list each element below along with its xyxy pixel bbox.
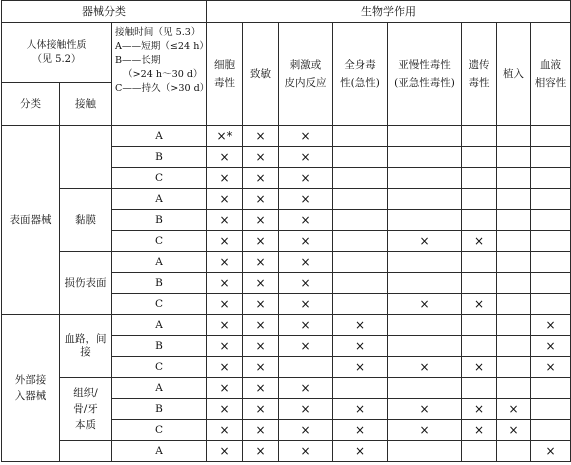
mark-cell-subchronic (388, 441, 462, 462)
effect-label: 相容性 (534, 77, 567, 89)
mark-cell-sensitization: × (243, 294, 279, 315)
mark-cell-implantation (497, 252, 531, 273)
mark-cell-sensitization: × (243, 210, 279, 231)
mark-cell-hemocompatibility (531, 273, 571, 294)
exposure-line: C——持久（>30 d） (115, 83, 210, 94)
mark-cell-irritation: × (279, 336, 333, 357)
mark-cell-acute-systemic (333, 147, 388, 168)
mark-cell-sensitization: × (243, 189, 279, 210)
mark-cell-cytotoxicity: × (207, 273, 243, 294)
exposure-duration-cell: B (112, 147, 207, 168)
effect-label: 毒性 (468, 77, 490, 89)
exposure-duration-cell: C (112, 357, 207, 378)
mark-cell-genotoxicity: × (462, 231, 497, 252)
mark-cell-implantation (497, 294, 531, 315)
nature-of-contact-label: 人体接触性质 (26, 39, 87, 51)
exposure-duration-cell: A (112, 126, 207, 147)
mark-cell-cytotoxicity: × (207, 168, 243, 189)
mark-cell-irritation: × (279, 168, 333, 189)
mark-cell-subchronic: × (388, 420, 462, 441)
mark-cell-genotoxicity: × (462, 420, 497, 441)
mark-cell-sensitization: × (243, 273, 279, 294)
mark-cell-cytotoxicity: × (207, 441, 243, 462)
exposure-duration-cell: A (112, 378, 207, 399)
mark-cell-acute-systemic: × (333, 315, 388, 336)
nature-of-contact-ref: （见 5.2） (31, 53, 82, 65)
mark-cell-irritation: × (279, 126, 333, 147)
mark-cell-subchronic (388, 126, 462, 147)
mark-cell-subchronic: × (388, 399, 462, 420)
mark-cell-genotoxicity (462, 315, 497, 336)
mark-cell-implantation (497, 378, 531, 399)
exposure-duration-cell: B (112, 336, 207, 357)
mark-cell-sensitization: × (243, 420, 279, 441)
mark-cell-sensitization: × (243, 357, 279, 378)
mark-cell-subchronic (388, 210, 462, 231)
mark-cell-subchronic (388, 315, 462, 336)
mark-cell-irritation: × (279, 210, 333, 231)
effect-header-acute-systemic (333, 23, 388, 126)
mark-cell-implantation (497, 168, 531, 189)
effect-label: 皮内反应 (284, 77, 327, 89)
table-row (2, 189, 571, 210)
mark-cell-subchronic (388, 168, 462, 189)
effect-label: 毒性 (214, 77, 235, 89)
mark-cell-hemocompatibility (531, 420, 571, 441)
table-row (2, 126, 571, 147)
biological-evaluation-table (1, 0, 571, 462)
mark-cell-subchronic (388, 273, 462, 294)
mark-cell-genotoxicity (462, 378, 497, 399)
mark-cell-sensitization: × (243, 252, 279, 273)
exposure-line: （>24 h～30 d） (123, 69, 203, 80)
exposure-line: 接触时间（见 5.3） (115, 27, 201, 38)
contact-type-cell: 组织/骨/牙本质 (60, 378, 112, 441)
mark-cell-subchronic (388, 252, 462, 273)
mark-cell-hemocompatibility (531, 252, 571, 273)
mark-cell-cytotoxicity: × (207, 231, 243, 252)
mark-cell-subchronic: × (388, 231, 462, 252)
exposure-duration-cell: A (112, 252, 207, 273)
mark-cell-cytotoxicity: × (207, 294, 243, 315)
exposure-duration-cell: A (112, 189, 207, 210)
mark-cell-cytotoxicity: × (207, 378, 243, 399)
exposure-duration-cell: C (112, 420, 207, 441)
mark-cell-genotoxicity (462, 189, 497, 210)
mark-cell-cytotoxicity: × (207, 357, 243, 378)
table-row (2, 252, 571, 273)
effect-label: 致敏 (250, 68, 271, 80)
exposure-duration-cell: C (112, 231, 207, 252)
mark-cell-cytotoxicity: ×* (207, 126, 243, 147)
effect-header-cytotoxicity (207, 23, 243, 126)
effect-label: 植入 (503, 68, 524, 80)
mark-cell-irritation: × (279, 294, 333, 315)
effect-header-genotoxicity (462, 23, 497, 126)
mark-cell-acute-systemic: × (333, 357, 388, 378)
exposure-duration-cell: B (112, 273, 207, 294)
mark-cell-implantation (497, 126, 531, 147)
nature-of-contact-header (2, 23, 112, 83)
mark-cell-genotoxicity: × (462, 399, 497, 420)
mark-cell-genotoxicity: × (462, 357, 497, 378)
mark-cell-sensitization: × (243, 168, 279, 189)
mark-cell-hemocompatibility: × (531, 315, 571, 336)
exposure-line: A——短期（≤24 h） (115, 41, 209, 52)
mark-cell-subchronic (388, 147, 462, 168)
mark-cell-subchronic (388, 378, 462, 399)
category-column-header: 分类 (2, 83, 60, 126)
table-row (2, 378, 571, 399)
mark-cell-hemocompatibility (531, 147, 571, 168)
mark-cell-hemocompatibility (531, 231, 571, 252)
mark-cell-sensitization: × (243, 147, 279, 168)
mark-cell-hemocompatibility (531, 378, 571, 399)
exposure-duration-cell: A (112, 441, 207, 462)
mark-cell-irritation: × (279, 273, 333, 294)
contact-type-cell (60, 441, 112, 462)
effect-header-sensitization (243, 23, 279, 126)
mark-cell-acute-systemic (333, 294, 388, 315)
exposure-duration-cell: B (112, 210, 207, 231)
device-category-cell: 外部接入器械 (2, 315, 60, 462)
mark-cell-sensitization: × (243, 336, 279, 357)
mark-cell-hemocompatibility: × (531, 336, 571, 357)
mark-cell-subchronic (388, 336, 462, 357)
mark-cell-cytotoxicity: × (207, 420, 243, 441)
mark-cell-genotoxicity (462, 252, 497, 273)
mark-cell-cytotoxicity: × (207, 336, 243, 357)
effect-label: 遗传 (468, 59, 490, 71)
mark-cell-sensitization: × (243, 126, 279, 147)
mark-cell-irritation: × (279, 189, 333, 210)
mark-cell-cytotoxicity: × (207, 147, 243, 168)
effect-header-implantation (497, 23, 531, 126)
mark-cell-acute-systemic: × (333, 441, 388, 462)
mark-cell-irritation: × (279, 441, 333, 462)
mark-cell-sensitization: × (243, 399, 279, 420)
mark-cell-irritation: × (279, 231, 333, 252)
mark-cell-implantation (497, 147, 531, 168)
mark-cell-implantation: × (497, 420, 531, 441)
mark-cell-hemocompatibility: × (531, 357, 571, 378)
mark-cell-implantation (497, 441, 531, 462)
mark-cell-implantation (497, 336, 531, 357)
contact-type-cell: 黏膜 (60, 189, 112, 252)
mark-cell-implantation (497, 357, 531, 378)
mark-cell-irritation: × (279, 147, 333, 168)
mark-cell-acute-systemic (333, 189, 388, 210)
mark-cell-genotoxicity (462, 273, 497, 294)
effect-label: 细胞 (214, 59, 235, 71)
table-row (2, 315, 571, 336)
effect-label: 血液 (540, 59, 561, 71)
mark-cell-acute-systemic (333, 210, 388, 231)
mark-cell-genotoxicity (462, 147, 497, 168)
mark-cell-implantation (497, 189, 531, 210)
mark-cell-cytotoxicity: × (207, 210, 243, 231)
contact-type-cell: 损伤表面 (60, 252, 112, 315)
contact-type-cell: 血路，间接 (60, 315, 112, 378)
mark-cell-acute-systemic (333, 231, 388, 252)
mark-cell-cytotoxicity: × (207, 315, 243, 336)
mark-cell-acute-systemic (333, 126, 388, 147)
table-row (2, 441, 571, 462)
mark-cell-acute-systemic (333, 252, 388, 273)
mark-cell-implantation (497, 315, 531, 336)
exposure-duration-cell: C (112, 168, 207, 189)
mark-cell-irritation (279, 357, 333, 378)
mark-cell-acute-systemic (333, 168, 388, 189)
mark-cell-acute-systemic (333, 273, 388, 294)
mark-cell-acute-systemic (333, 378, 388, 399)
exposure-duration-cell: B (112, 399, 207, 420)
contact-type-cell (60, 126, 112, 189)
exposure-duration-cell: A (112, 315, 207, 336)
mark-cell-implantation (497, 210, 531, 231)
mark-cell-hemocompatibility (531, 294, 571, 315)
exposure-duration-header (112, 23, 210, 126)
effect-header-hemocompatibility (531, 23, 571, 126)
mark-cell-subchronic: × (388, 357, 462, 378)
mark-cell-irritation: × (279, 315, 333, 336)
mark-cell-acute-systemic: × (333, 399, 388, 420)
effect-label: (亚急性毒性) (394, 77, 455, 89)
mark-cell-genotoxicity (462, 126, 497, 147)
mark-cell-subchronic (388, 189, 462, 210)
mark-cell-cytotoxicity: × (207, 252, 243, 273)
table-body (2, 126, 571, 462)
contact-column-header: 接触 (60, 83, 112, 126)
effect-header-subchronic (388, 23, 462, 126)
mark-cell-implantation (497, 231, 531, 252)
mark-cell-acute-systemic: × (333, 336, 388, 357)
mark-cell-subchronic: × (388, 294, 462, 315)
mark-cell-irritation: × (279, 420, 333, 441)
mark-cell-genotoxicity (462, 441, 497, 462)
mark-cell-hemocompatibility (531, 399, 571, 420)
biological-effects-header: 生物学作用 (207, 1, 571, 23)
mark-cell-sensitization: × (243, 231, 279, 252)
mark-cell-hemocompatibility (531, 168, 571, 189)
mark-cell-genotoxicity (462, 168, 497, 189)
mark-cell-hemocompatibility (531, 210, 571, 231)
mark-cell-genotoxicity: × (462, 294, 497, 315)
mark-cell-hemocompatibility: × (531, 441, 571, 462)
mark-cell-hemocompatibility (531, 189, 571, 210)
effect-label: 性(急性) (340, 77, 380, 89)
effect-label: 全身毒 (344, 59, 376, 71)
mark-cell-cytotoxicity: × (207, 189, 243, 210)
mark-cell-genotoxicity (462, 210, 497, 231)
effect-header-irritation (279, 23, 333, 126)
mark-cell-sensitization: × (243, 315, 279, 336)
mark-cell-genotoxicity (462, 336, 497, 357)
mark-cell-irritation: × (279, 378, 333, 399)
mark-cell-implantation: × (497, 399, 531, 420)
mark-cell-acute-systemic: × (333, 420, 388, 441)
exposure-duration-cell: C (112, 294, 207, 315)
mark-cell-sensitization: × (243, 441, 279, 462)
mark-cell-sensitization: × (243, 378, 279, 399)
mark-cell-hemocompatibility (531, 126, 571, 147)
mark-cell-irritation: × (279, 399, 333, 420)
device-category-cell: 表面器械 (2, 126, 60, 315)
mark-cell-implantation (497, 273, 531, 294)
exposure-line: B——长期 (115, 55, 161, 66)
mark-cell-cytotoxicity: × (207, 399, 243, 420)
device-category-header: 器械分类 (2, 1, 207, 23)
effect-label: 刺激或 (289, 59, 322, 71)
effect-label: 亚慢性毒性 (398, 59, 451, 71)
mark-cell-irritation: × (279, 252, 333, 273)
